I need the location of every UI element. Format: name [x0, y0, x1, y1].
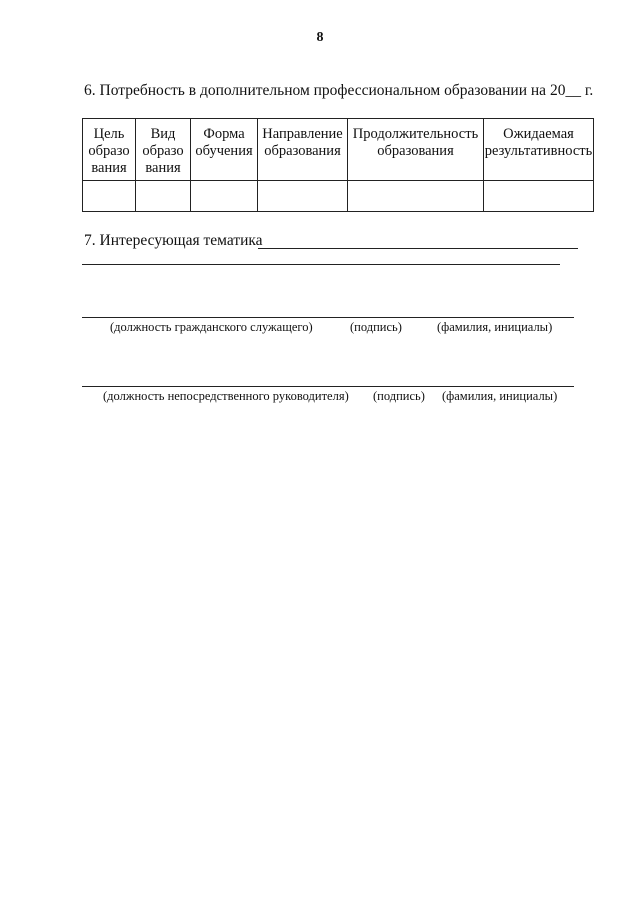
- table-cell-type[interactable]: [136, 181, 191, 212]
- header-form-label: Форма обучения: [195, 126, 253, 159]
- education-needs-table: [82, 118, 594, 212]
- table-cell-result[interactable]: [484, 181, 594, 212]
- header-cell-duration: [348, 119, 484, 181]
- supervisor-signature-line[interactable]: [82, 386, 574, 387]
- employee-position-caption: (должность гражданского служащего): [110, 320, 313, 334]
- supervisor-signature-caption: (подпись): [373, 389, 425, 403]
- table-header-row: [83, 119, 594, 181]
- header-cell-direction: [258, 119, 348, 181]
- topics-line-2[interactable]: [82, 264, 560, 265]
- section7-label: 7. Интересующая тематика: [84, 232, 263, 249]
- employee-signature-line[interactable]: [82, 317, 574, 318]
- supervisor-position-caption: (должность непосредственного руководителя): [103, 389, 349, 403]
- page-number: 8: [316, 30, 324, 45]
- employee-signature-caption: (подпись): [350, 320, 402, 334]
- header-goal-label: Цель образо вания: [88, 126, 130, 176]
- section6-title: 6. Потребность в дополнительном профессиональном образовании на 20__ г.: [84, 82, 594, 99]
- table-cell-form[interactable]: [191, 181, 258, 212]
- table-cell-duration[interactable]: [348, 181, 484, 212]
- table-row: [83, 181, 594, 212]
- topics-line-1[interactable]: [258, 248, 578, 249]
- table-cell-goal[interactable]: [83, 181, 136, 212]
- header-result-label: Ожидаемая результативность: [484, 126, 593, 159]
- header-cell-result: [484, 119, 594, 181]
- table-cell-direction[interactable]: [258, 181, 348, 212]
- header-duration-label: Продолжительность образования: [352, 126, 479, 159]
- employee-name-caption: (фамилия, инициалы): [437, 320, 553, 334]
- header-cell-type: [136, 119, 191, 181]
- header-cell-form: [191, 119, 258, 181]
- header-type-label: Вид образо вания: [142, 126, 184, 176]
- header-direction-label: Направление образования: [262, 126, 343, 159]
- header-cell-goal: [83, 119, 136, 181]
- supervisor-name-caption: (фамилия, инициалы): [442, 389, 558, 403]
